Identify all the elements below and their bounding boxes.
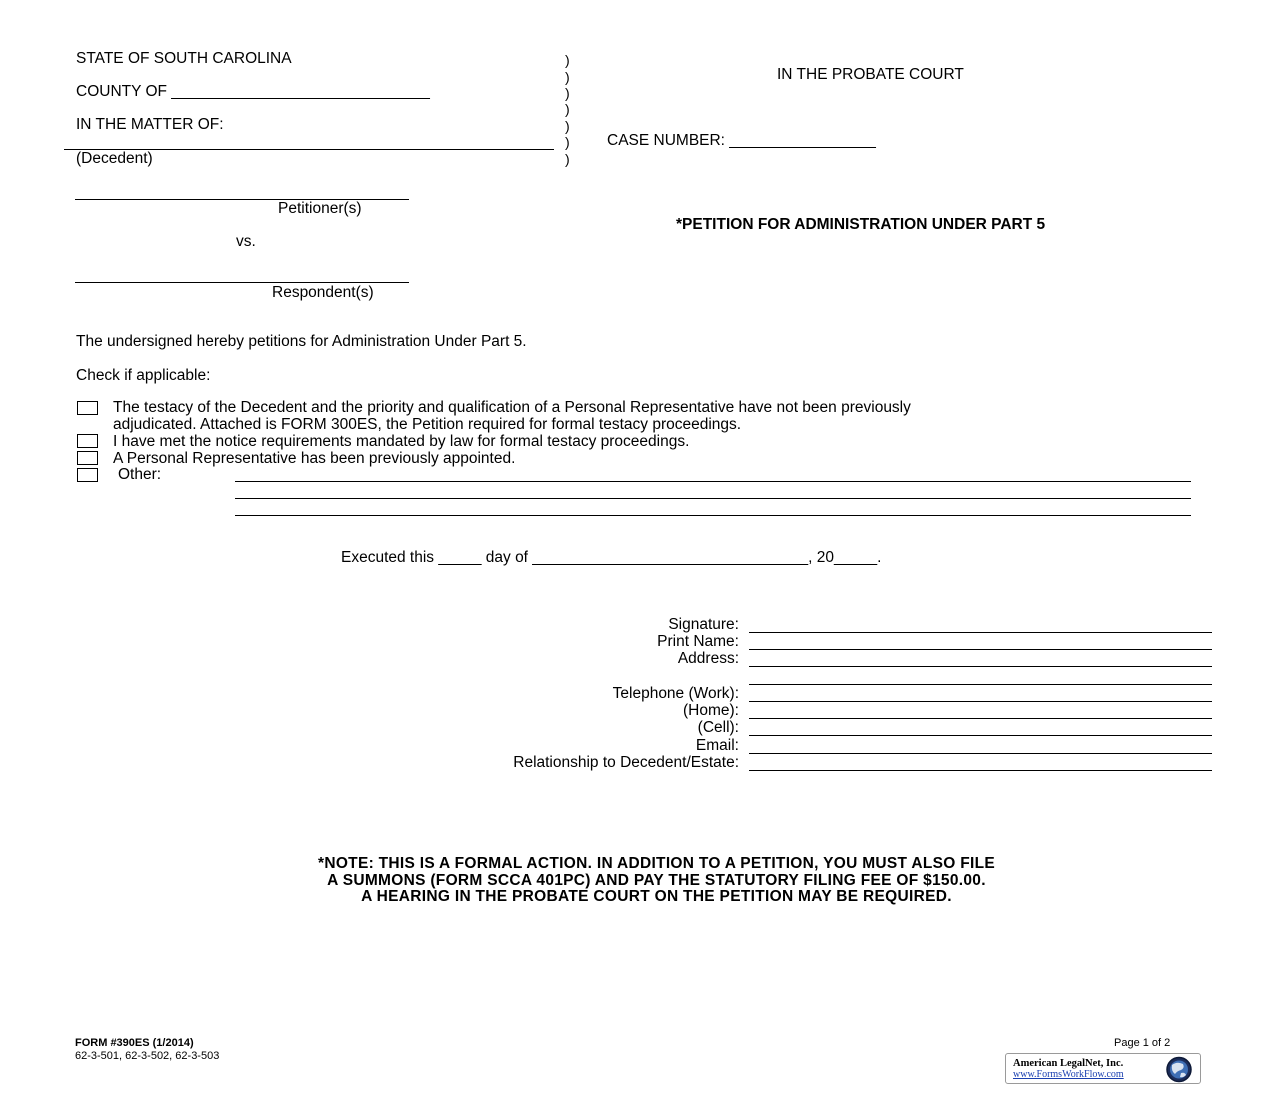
note-line: *NOTE: THIS IS A FORMAL ACTION. IN ADDITION TO A PETITION, YOU MUST ALSO FILE: [318, 855, 995, 872]
checkbox-previously-appointed[interactable]: [77, 451, 98, 465]
caption-paren: ): [565, 69, 570, 85]
option-not-adjudicated-line2: adjudicated. Attached is FORM 300ES, the Petition required for formal testacy proceedings.: [113, 416, 742, 433]
email-input[interactable]: [749, 753, 1212, 754]
caption-paren: ): [565, 52, 570, 68]
respondent-label: Respondent(s): [272, 284, 374, 301]
option-not-adjudicated-line1: The testacy of the Decedent and the priority and qualification of a Personal Representative have not been previously: [113, 399, 911, 416]
globe-icon: [1164, 1056, 1194, 1083]
address-label: Address:: [677, 650, 739, 667]
check-label: Check if applicable:: [76, 367, 211, 384]
caption-paren: ): [565, 151, 570, 167]
note-line: A HEARING IN THE PROBATE COURT ON THE PETITION MAY BE REQUIRED.: [361, 888, 952, 905]
caption-paren: ): [565, 118, 570, 134]
checkbox-not-adjudicated[interactable]: [77, 401, 98, 415]
other-line[interactable]: [235, 498, 1191, 499]
telephone-cell-input[interactable]: [749, 735, 1212, 736]
logo-url-link[interactable]: www.FormsWorkFlow.com: [1013, 1069, 1124, 1080]
option-previously-appointed: A Personal Representative has been previously appointed.: [113, 450, 516, 467]
decedent-label: (Decedent): [76, 150, 153, 167]
court-name: IN THE PROBATE COURT: [777, 66, 964, 83]
checkbox-notice-met[interactable]: [77, 434, 98, 448]
statute-references: 62-3-501, 62-3-502, 62-3-503: [75, 1050, 220, 1062]
executed-date-line[interactable]: Executed this _____ day of ________________________________, 20_____.: [341, 549, 882, 566]
matter-label: IN THE MATTER OF:: [76, 116, 224, 133]
print-name-label: Print Name:: [657, 633, 739, 650]
caption-paren: ): [565, 85, 570, 101]
other-line[interactable]: [235, 481, 1191, 482]
petitioner-label: Petitioner(s): [278, 200, 362, 217]
relationship-label: Relationship to Decedent/Estate:: [513, 754, 739, 771]
petition-title: *PETITION FOR ADMINISTRATION UNDER PART 5: [676, 216, 1046, 233]
case-number-field[interactable]: CASE NUMBER: _________________: [607, 132, 876, 149]
print-name-input[interactable]: [749, 649, 1212, 650]
logo-company-name: American LegalNet, Inc.: [1013, 1058, 1124, 1069]
petition-intro: The undersigned hereby petitions for Administration Under Part 5.: [76, 333, 527, 350]
american-legalnet-logo[interactable]: [1005, 1053, 1201, 1084]
option-notice-met: I have met the notice requirements mandated by law for formal testacy proceedings.: [113, 433, 690, 450]
respondent-line[interactable]: [75, 282, 409, 283]
checkbox-other[interactable]: [77, 468, 98, 482]
note-line: A SUMMONS (FORM SCCA 401PC) AND PAY THE STATUTORY FILING FEE OF $150.00.: [327, 872, 986, 889]
address-input-line2[interactable]: [749, 684, 1212, 685]
caption-paren: ): [565, 134, 570, 150]
telephone-work-label: Telephone (Work):: [612, 685, 739, 702]
option-other-label: Other:: [118, 466, 162, 483]
telephone-home-label: (Home):: [683, 702, 739, 719]
relationship-input[interactable]: [749, 770, 1212, 771]
versus-label: vs.: [236, 233, 256, 250]
state-heading: STATE OF SOUTH CAROLINA: [76, 50, 292, 67]
address-input[interactable]: [749, 666, 1212, 667]
signature-label: Signature:: [668, 616, 739, 633]
telephone-work-input[interactable]: [749, 701, 1212, 702]
signature-input[interactable]: [749, 632, 1212, 633]
email-label: Email:: [695, 737, 739, 754]
other-line[interactable]: [235, 515, 1191, 516]
form-number: FORM #390ES (1/2014): [75, 1037, 194, 1049]
page-number: Page 1 of 2: [1114, 1037, 1171, 1049]
caption-paren: ): [565, 101, 570, 117]
telephone-cell-label: (Cell):: [697, 719, 739, 736]
county-field[interactable]: COUNTY OF ______________________________: [76, 83, 430, 100]
telephone-home-input[interactable]: [749, 718, 1212, 719]
